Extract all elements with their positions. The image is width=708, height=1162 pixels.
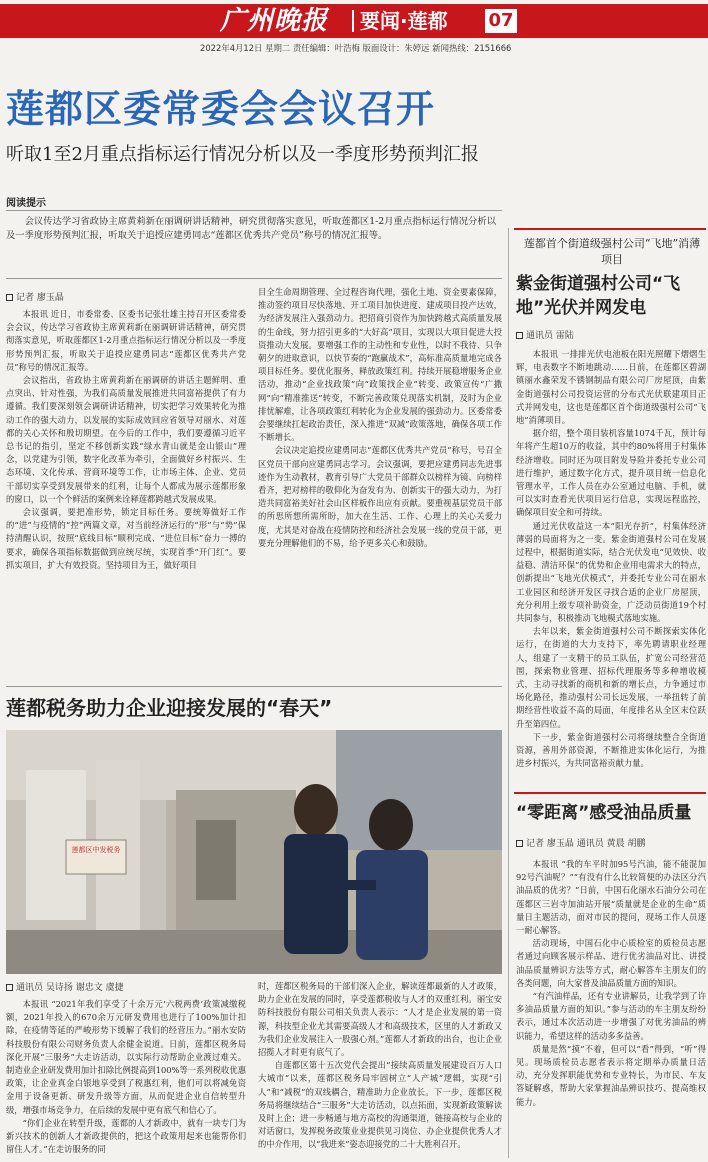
masthead-logo: 广州晚报: [220, 6, 329, 36]
right-column-rule: [514, 228, 706, 230]
lead-column-2: [258, 286, 502, 666]
tax-column-2: [258, 980, 502, 1158]
tax-byline: 通讯员 吴诗扬 谢忠文 虞捷: [6, 980, 236, 994]
masthead: [0, 0, 708, 58]
square-icon: [516, 840, 523, 847]
tax-photo: [6, 730, 502, 974]
fuel-paragraph: “有汽油样品，还有专业讲解员，让我学到了许多油品质量方面的知识。”参与活动的车主朋友纷纷表示，通过本次活动进一步增强了对优劣油品的辨识能力，希望这样的活动多多益善。: [516, 991, 706, 1041]
fuel-paragraph: 本报讯 “我的车平时加95号汽油，能不能混加92号汽油呢？”“有没有什么比较简便的办法区分汽油品质的优劣？”日前，中国石化丽水石油分公司在莲都区三岩寺加油站开展“质量就是企业的生命”质量日主题活动，面对市民的提问，现场工作人员逐一耐心解答。: [516, 859, 706, 936]
solar-kicker: 莲都首个街道级强村公司“飞地”消薄项目: [523, 237, 701, 266]
solar-paragraph: 通过光伏收益这一本“阳光存折”，村集体经济薄弱的局面将为之一变。紫金街道强村公司在发展过程中，根据街道实际，结合光伏发电“见效快、收益稳、清洁环保”的优势和企业用电需求大的特点，创新提出“飞地光伏模式”，并委托专业公司在丽水工业园区和经济开发区寻找合适的企业厂房屋顶，充分利用上级专项补助资金，广泛动员街道19个村共同参与，积极推动飞地模式落地实施。: [516, 520, 706, 624]
tax-headline: 莲都税务助力企业迎接发展的“春天”: [6, 696, 333, 720]
lead-summary: 会议传达学习省政协主席黄莉新在丽调研讲话精神，研究贯彻落实意见，听取莲都区1-2月重点指标运行情况分析以及一季度形势预判汇报，听取关于追授应建勇同志“莲都区优秀共产党员”称号的情况汇报等。: [6, 216, 496, 241]
fuel-byline: 记者 廖玉晶 通讯员 黄晨 胡鹏: [516, 836, 706, 850]
solar-paragraph: 去年以来，紫金街道强村公司不断探索实体化运行，在街道的大力支持下，率先聘请职业经理人，组建了一支精干的员工队伍，扩宽公司经营范围，探索物业管理、招标代理服务等多种增收模式，主动寻找新的商机和新的增长点，力争通过市场化路径，推动强村公司长远发展，一举扭转了前期经营性收益不高的局面，年度排名从全区末位跃升至第四位。: [516, 626, 706, 729]
fuel-headline: “零距离”感受油品质量: [516, 803, 692, 823]
lead-headline: 莲都区委常委会会议召开: [6, 87, 436, 131]
summary-rule-bottom: [6, 278, 502, 279]
masthead-page-number: 07: [485, 9, 517, 33]
tax-paragraph: 自莲都区第十五次党代会提出“接续高质量发展建设百万人口大城市”以来，莲都区税务局牢固树立“人产城”逻辑，实现“引人”和“减税”的双线耦合，精准助力企业放长。下一步，莲都区税务局将继续结合“三服务”大走访活动，以点拓面，实现新政策解读及时上企；进一步畅通与地方高校的沟通渠道，链接高校与企业的对话窗口，发挥税务政策业业提供见习岗位、办企业提供优秀人才的中介作用，以“我进来”姿态迎接党的二十大胜利召开。: [258, 1060, 502, 1150]
lead-paragraph: 会议指出，省政协主席黄莉新在丽调研的讲话主题鲜明、重点突出、针对性强，为我们高质量发展推进共同富裕提供了有力遵循。我们要深刻领会调研讲话精神，切实把学习效果转化为推动工作的强大动力，以发展的实际成效回应省领导对丽水、对莲都的关心关怀和殷切期望。在今后的工作中，我们要遵循习近平总书记的指引，坚定不移创新实践“绿水青山就是金山银山”理念，以党建为引领，数字化改革为牵引，全面做好乡村振兴、生态环境、文化传承、营商环境等工作，让市场主体、企业、党员干部切实享受到发展带来的红利，让每个人都成为展示莲都形象的窗口，以一个个鲜活的案例来诠释莲都跨越式发展成果。: [6, 375, 246, 504]
tax-paragraph: 时，莲都区税务局的干部们深入企业，解读莲都最新的人才政策，助力企业在发展的同时，享受莲都税收与人才的双重红利。丽宝安防科技股份有限公司相关负责人表示：“人才是企业发展的第一资源，科技型企业尤其需要高级人才和高级技术，区里的人才新政又为我们企业发展注入一股强心剂。”莲都人才新政的出台，也让企业招揽人才时更有底气了。: [258, 981, 502, 1058]
photo-banner-text: 莲都区中发税务: [71, 846, 121, 854]
masthead-red-bar: [0, 4, 708, 38]
tax-paragraph: “你们企业在转型升级，莲都的人才新政中，就有一块专门为新兴技术的创新人才新政提供的，把这个政策用起来也能帮你们留住人才。”在走访服务的同: [6, 1117, 246, 1155]
summary-rule: [6, 210, 502, 211]
tax-paragraph: 本报讯 “2021年我们享受了十余万元‘六税两费’政策减缴税额，2021年投入的670余万元研发费用也进行了100%加计扣除，在疫情等延的严峻形势下缓解了我们的经营压力。”丽水安防科技股份有限公司财务负责人余健金说道。日前，莲都区税务局深化开展“三服务”大走访活动，以实际行动帮助企业渡过难关。制造业企业研发费用加计扣除比例提高到100%等一系列税收优惠政策，让企业真金白银地享受到了税惠红利，他们可以将减免资金用于设备更新、研发升级等方面，从而促进企业自信转型升级，增强市场竞争力，在后续的发展中更有底气和信心了。: [6, 999, 246, 1115]
lead-paragraph: 会议决定追授应建勇同志“莲都区优秀共产党员”称号，号召全区党员干部向应建勇同志学习。会议强调，要把应建勇同志先进事迹作为生动教材，教育引导广大党员干部群众以榜样为镜、向榜样看齐，把对榜样的敬仰化为奋发有为、创新实干的强大动力，为打造共同富裕美好社会山区样板作出应有贡献。要重视基层党员干部的所思所想所需所盼，加大在生活、工作、心理上的关心关爱力度，尤其是对奋战在疫情防控和经济社会发展一线的党员干部，更要充分理解他们的不易，给予更多关心和鼓励。: [258, 445, 502, 548]
solar-paragraph: 下一步，紫金街道强村公司将继续整合全街道资源，善用外部资源，不断推进实体化运行，为推进乡村振兴，为共同富裕贡献力量。: [516, 731, 706, 769]
column-divider: [508, 228, 509, 1158]
tax-top-rule: [6, 686, 502, 687]
solar-paragraph: 本报讯 一排排光伏电池板在阳光照耀下熠熠生辉，电表数字不断地跳动……日前，在莲都区碧湖镇丽水鑫荣发不锈钢制品有限公司厂房屋顶，由紫金街道强村公司投资运营的分布式光伏联建项目正式并网发电，这也是莲都区首个街道级强村公司“飞地”消薄项目。: [516, 349, 706, 426]
solar-paragraph: 据介绍，整个项目装机容量1074千瓦，预计每年将产生超10万的收益，其中约80%将用于村集体经济增收。同时还为项目附发导险并委托专业公司进行维护，通过数字化方式，提升项目统一信息化管理水平，工作人员在办公室通过电脑、手机，就可以实时查看光伏项目运行信息，实现远程监控，确保项目安全和可持续。: [516, 428, 706, 518]
fuel-top-rule: [514, 792, 706, 794]
lead-paragraph: 目全生命周期管理、全过程咨询代理，强化土地、资金要素保障，推动签约项目尽快落地、开工项目加快进度、建成项目投产达效，为经济发展注入强劲动力。把招商引资作为加快跨越式高质量发展的生命线，努力招引更多的“大好高”项目，实现以大项目促进大投资推动大发展。要增强工作的主动性和专业性，以时不我待、只争朝夕的进取意识，以快节奏的“跑赢战术”，高标准高质量地完成各项目标任务。要优化服务，释放政策红利。持续开展稳增服务企业活动，推动“企业找政策”向“政策找企业”转变、政策宣传“广撒网”向“精准推送”转变，不断完善政策兑现落实机制，及时为企业排忧解难，让各项政策红利转化为企业发展的强劲动力。区委常委会要继续扛起政治责任，深入推进“双减”政策落地，确保各项工作不断增长。: [258, 287, 502, 443]
masthead-info: 2022年4月12日 星期二 责任编辑：叶浩梅 版面设计：朱婷远 新闻热线：2151666: [200, 43, 512, 53]
fuel-body: [516, 858, 706, 1158]
square-icon: [516, 332, 523, 339]
masthead-section: 要闻·莲都: [360, 9, 448, 33]
lead-paragraph: 会议强调，要把准形势，锁定目标任务。要统筹做好工作的“进”与疫情的“控”两篇文章，对当前经济运行的“形”与“势”保持清醒认识，按照“底线目标”顺利完成、“进位目标”奋力一搏的要求，确保各项指标数据做到应统尽统，实现首季“开门红”。要抓实项目，扩大有效投资。坚持项目为王，做好项目: [6, 507, 246, 570]
fuel-paragraph: 质量是然“摸”不着，但可以“看”得到，“听”得见。现场质检员志愿者表示将定期举办质量日活动，充分发挥职能优势和专业特长，为市民、车友答疑解惑，帮助大家掌握油品辨识技巧、提高维权能力。: [516, 1043, 706, 1107]
lead-subheadline: 听取1至2月重点指标运行情况分析以及一季度形势预判汇报: [6, 144, 479, 165]
lead-column-1: [6, 308, 246, 616]
square-icon: [6, 294, 13, 301]
square-icon: [6, 984, 13, 991]
solar-headline: 紫金街道强村公司“飞地”光伏并网发电: [516, 274, 681, 318]
lead-summary-label: 阅读提示: [6, 198, 46, 209]
fuel-paragraph: 活动现场，中国石化中心质检室的质检员志愿者通过向顾客展示样品、进行优劣油品对比、讲授油品质量辨识方法等方式，耐心解答车主朋友们的各类问题，向大家普及油品质量方面的知识。: [516, 938, 706, 988]
tax-column-1: [6, 998, 246, 1158]
solar-body: [516, 348, 706, 769]
solar-byline: 通讯员 雷陆: [516, 328, 696, 342]
lead-paragraph: 本报讯 近日，市委常委、区委书记张壮雄主持召开区委常委会会议，传达学习省政协主席黄莉新在丽调研讲话精神，研究贯彻落实意见，听取莲都区1-2月重点指标运行情况分析以及一季度形势预判汇报，听取关于追授应建勇同志“莲都区优秀共产党员”称号的情况汇报等。: [6, 309, 246, 372]
lead-byline: 记者 廖玉晶: [6, 290, 186, 304]
masthead-divider: [352, 10, 354, 32]
